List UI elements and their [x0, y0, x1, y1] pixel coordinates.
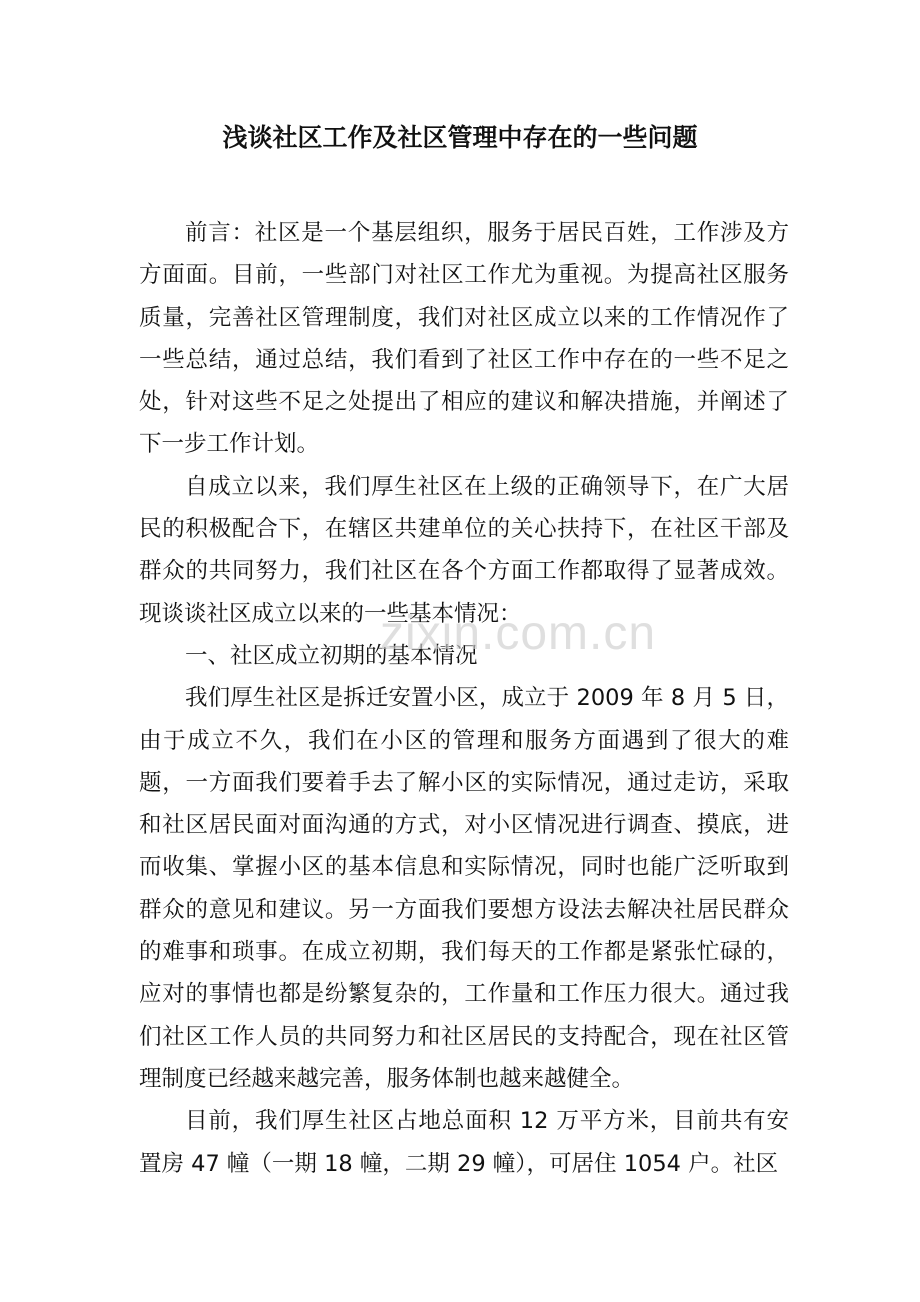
paragraph-early-stage: 我们厚生社区是拆迁安置小区，成立于 2009 年 8 月 5 日，由于成立不久，我们在小区的管理和服务方面遇到了很大的难题，一方面我们要着手去了解小区的实际情况，通过走访，采取和社区居民面对面沟通的方式，对小区情况进行调查、摸底，进而收集、掌握小区的基本信息和实际情况，同时也能广泛听取到群众的意见和建议。另一方面我们要想方设法去解决社居民群众的难事和琐事。在成立初期，我们每天的工作都是紧张忙碌的，应对的事情也都是纷繁复杂的，工作量和工作压力很大。通过我们社区工作人员的共同努力和社区居民的支持配合，现在社区管理制度已经越来越完善，服务体制也越来越健全。	[139, 685, 789, 1092]
document-title: 浅谈社区工作及社区管理中存在的一些问题	[222, 123, 698, 152]
paragraph-current-status: 目前，我们厚生社区占地总面积 12 万平方米，目前共有安置房 47 幢（一期 18 幢，二期 29 幢），可居住 1054 户。社区	[139, 1108, 789, 1177]
paragraph-since-founding: 自成立以来，我们厚生社区在上级的正确领导下，在广大居民的积极配合下，在辖区共建单位的关心扶持下，在社区干部及群众的共同努力，我们社区在各个方面工作都取得了显著成效。现谈谈社区成立以来的一些基本情况：	[139, 473, 789, 627]
document-body	[139, 212, 789, 1185]
section-heading-1: 一、社区成立初期的基本情况	[185, 642, 478, 669]
watermark: zixin.com.cn	[380, 607, 657, 660]
paragraph-preface: 前言：社区是一个基层组织，服务于居民百姓，工作涉及方方面面。目前，一些部门对社区工作尤为重视。为提高社区服务质量，完善社区管理制度，我们对社区成立以来的工作情况作了一些总结，通过总结，我们看到了社区工作中存在的一些不足之处，针对这些不足之处提出了相应的建议和解决措施，并阐述了下一步工作计划。	[139, 220, 789, 458]
